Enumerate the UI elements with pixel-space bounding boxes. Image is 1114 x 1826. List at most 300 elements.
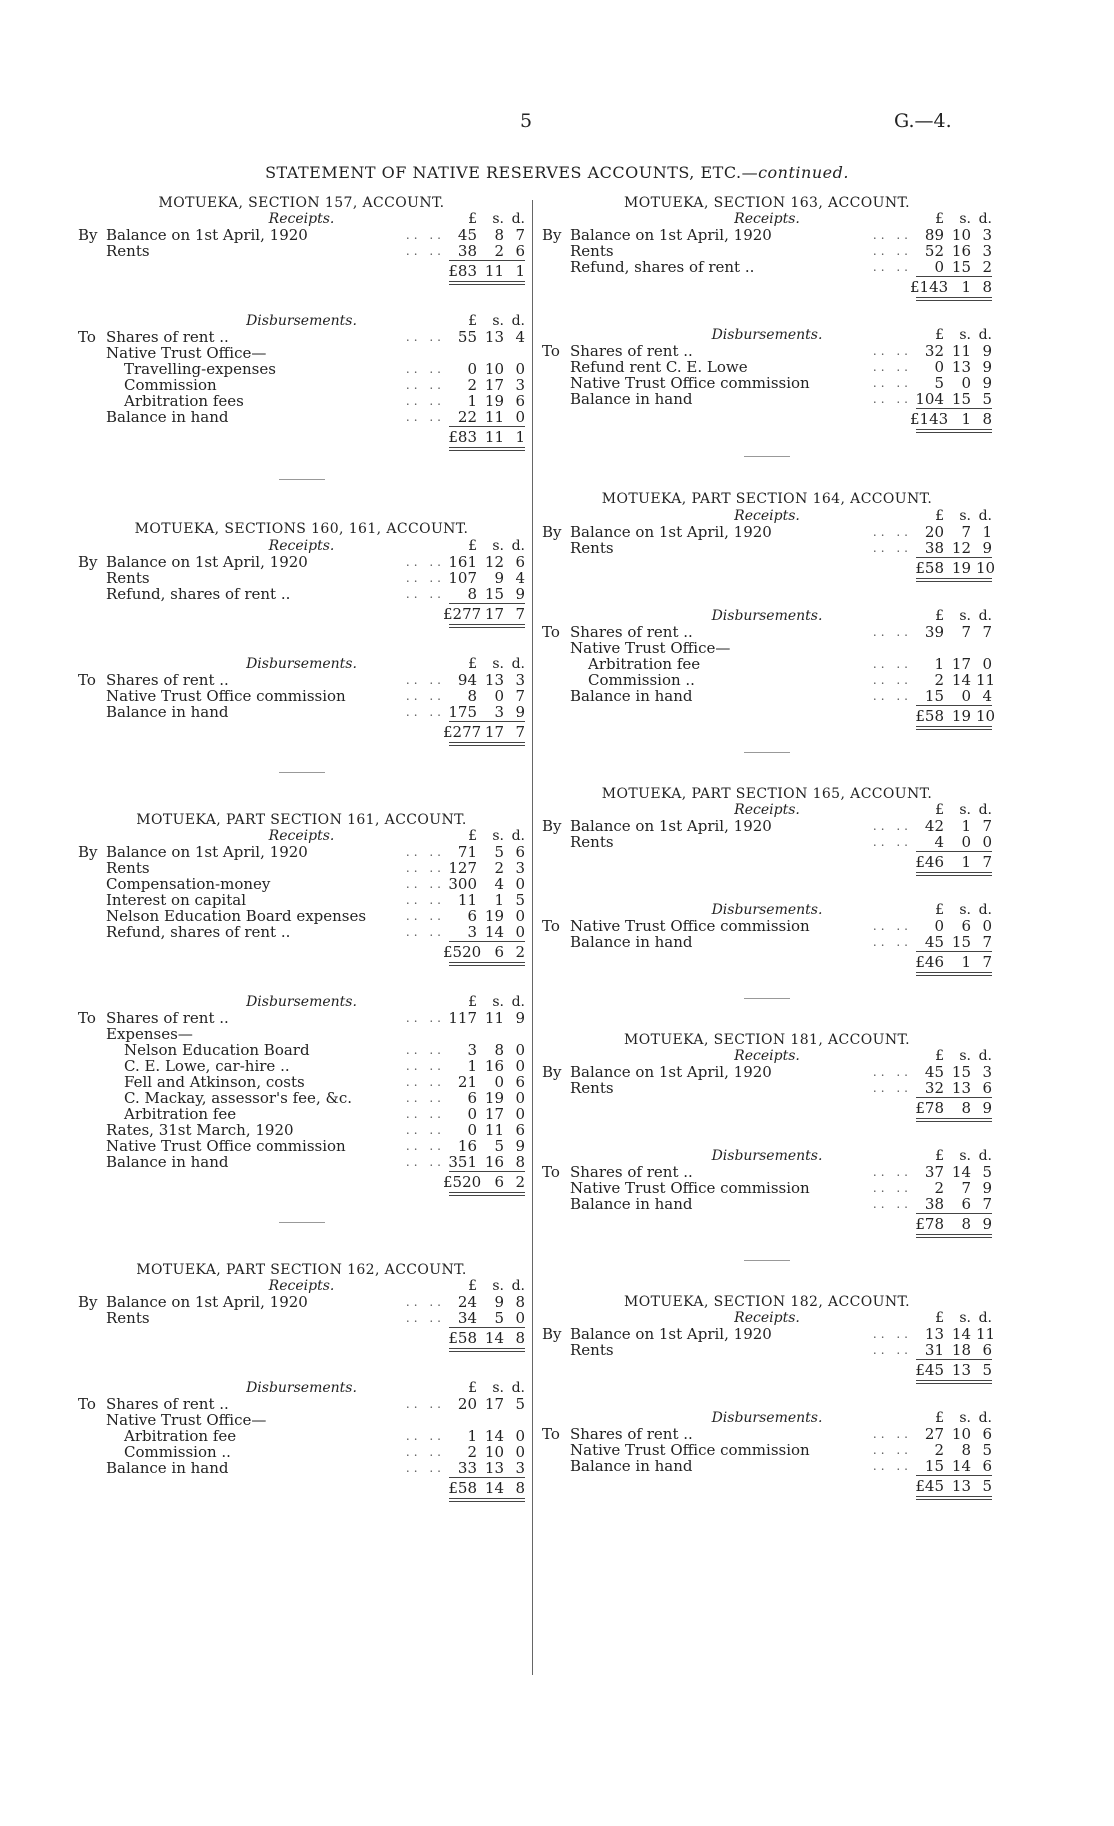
separator-line bbox=[744, 1260, 790, 1261]
line-amount-pounds: 2 bbox=[934, 1179, 944, 1198]
line-description: Balance in hand bbox=[570, 1195, 693, 1214]
line-description: Shares of rent .. bbox=[570, 1425, 693, 1444]
currency-header-pence: d. bbox=[978, 1410, 992, 1427]
page-number: 5 bbox=[520, 110, 533, 132]
total-amount-shillings: 13 bbox=[951, 1361, 971, 1380]
line-amount-pounds: 11 bbox=[457, 890, 477, 909]
line-amount-pounds: 107 bbox=[448, 568, 477, 587]
total-amount-pence: 8 bbox=[515, 1329, 525, 1348]
total-amount-shillings: 8 bbox=[961, 1215, 971, 1234]
currency-header-shillings: s. bbox=[492, 1278, 504, 1295]
currency-header-pounds: £ bbox=[935, 1048, 944, 1065]
account-line bbox=[542, 918, 992, 934]
currency-header-shillings: s. bbox=[492, 211, 504, 228]
double-rule bbox=[542, 1116, 992, 1122]
line-amount-shillings: 13 bbox=[951, 1079, 971, 1098]
total-amount-shillings: 1 bbox=[961, 952, 971, 971]
leader-dots: .. .. bbox=[405, 1074, 445, 1089]
currency-header-shillings: s. bbox=[959, 1148, 971, 1165]
currency-header-row bbox=[902, 608, 992, 624]
double-rule bbox=[78, 1346, 525, 1352]
account-line bbox=[542, 227, 992, 243]
line-amount-shillings: 15 bbox=[951, 390, 971, 409]
line-amount-shillings: 11 bbox=[484, 408, 504, 427]
line-description: Nelson Education Board expenses bbox=[106, 906, 367, 925]
double-rule bbox=[542, 576, 992, 582]
line-prefix: To bbox=[542, 622, 560, 641]
line-amount-pounds: 175 bbox=[448, 702, 477, 721]
line-prefix: By bbox=[542, 1325, 562, 1344]
line-amount-shillings: 12 bbox=[951, 538, 971, 557]
line-amount-pounds: 45 bbox=[457, 226, 477, 245]
line-amount-pounds: 1 bbox=[467, 1427, 477, 1446]
line-amount-pence: 6 bbox=[515, 392, 525, 411]
line-amount-pounds: 15 bbox=[924, 686, 944, 705]
total-amount-pounds: £58 bbox=[915, 706, 944, 725]
total-amount-pounds: £46 bbox=[915, 852, 944, 871]
leader-dots: .. .. bbox=[405, 1138, 445, 1153]
leader-dots: .. .. bbox=[872, 624, 912, 639]
spacer bbox=[542, 1384, 992, 1410]
line-prefix: By bbox=[78, 552, 98, 571]
page-title bbox=[0, 163, 1114, 182]
total-row bbox=[78, 944, 525, 960]
line-description: Travelling-expenses bbox=[124, 360, 276, 379]
total-amount-shillings: 17 bbox=[484, 722, 504, 741]
account-separator bbox=[542, 1238, 992, 1294]
line-amount-shillings: 11 bbox=[484, 1008, 504, 1027]
line-amount-pence: 0 bbox=[515, 1088, 525, 1107]
line-amount-pence: 3 bbox=[515, 670, 525, 689]
line-amount-pence: 6 bbox=[982, 1457, 992, 1476]
account-line bbox=[542, 540, 992, 556]
section-heading bbox=[542, 211, 992, 227]
currency-header-pence: d. bbox=[511, 211, 525, 228]
account-line bbox=[78, 409, 525, 425]
line-amount-pounds: 5 bbox=[934, 374, 944, 393]
line-amount-shillings: 17 bbox=[484, 1104, 504, 1123]
line-amount-pounds: 0 bbox=[934, 916, 944, 935]
leader-dots: .. .. bbox=[405, 1397, 445, 1412]
line-amount-pence: 9 bbox=[515, 584, 525, 603]
left-column bbox=[78, 195, 525, 1502]
section-heading bbox=[78, 313, 525, 329]
total-amount-pounds: £58 bbox=[448, 1479, 477, 1498]
line-description: Rents bbox=[570, 242, 614, 261]
currency-header-row bbox=[435, 211, 525, 227]
total-amount-pence: 1 bbox=[515, 428, 525, 447]
currency-header-shillings: s. bbox=[492, 313, 504, 330]
separator-line bbox=[744, 456, 790, 457]
currency-header-pounds: £ bbox=[935, 607, 944, 624]
total-amount-shillings: 1 bbox=[961, 852, 971, 871]
line-amount-pence: 9 bbox=[515, 1008, 525, 1027]
line-description: Balance in hand bbox=[106, 1152, 229, 1171]
currency-header-pence: d. bbox=[511, 1278, 525, 1295]
line-description: Rates, 31st March, 1920 bbox=[106, 1120, 294, 1139]
total-amount-pounds: £78 bbox=[915, 1099, 944, 1118]
total-amount-shillings: 6 bbox=[494, 942, 504, 961]
section-heading-label: Disbursements. bbox=[246, 993, 357, 1010]
line-description: C. Mackay, assessor's fee, &c. bbox=[124, 1088, 352, 1107]
leader-dots: .. .. bbox=[872, 1327, 912, 1342]
line-amount-pence: 9 bbox=[515, 1136, 525, 1155]
line-amount-shillings: 5 bbox=[494, 842, 504, 861]
right-column bbox=[542, 195, 996, 1500]
leader-dots: .. .. bbox=[872, 1065, 912, 1080]
account-line bbox=[78, 1444, 525, 1460]
line-amount-pence: 0 bbox=[982, 832, 992, 851]
account-line bbox=[542, 1442, 992, 1458]
account-title: MOTUEKA, PART SECTION 164, ACCOUNT. bbox=[601, 491, 933, 508]
line-amount-pounds: 117 bbox=[448, 1008, 477, 1027]
section-heading-label: Disbursements. bbox=[711, 901, 823, 918]
line-amount-shillings: 17 bbox=[951, 654, 971, 673]
total-row bbox=[78, 724, 525, 740]
spacer bbox=[542, 1122, 992, 1148]
line-amount-pence: 0 bbox=[515, 1040, 525, 1059]
section-heading bbox=[78, 994, 525, 1010]
line-amount-pounds: 1 bbox=[934, 654, 944, 673]
section-heading-label: Receipts. bbox=[734, 1310, 800, 1327]
account-line bbox=[542, 1164, 992, 1180]
line-prefix: To bbox=[78, 1008, 96, 1027]
total-amount-pence: 7 bbox=[982, 952, 992, 971]
line-amount-shillings: 14 bbox=[951, 1163, 971, 1182]
account-line bbox=[78, 1074, 525, 1090]
account-line bbox=[542, 391, 992, 407]
leader-dots: .. .. bbox=[872, 392, 912, 407]
leader-dots: .. .. bbox=[872, 934, 912, 949]
account-line bbox=[78, 243, 525, 259]
line-amount-pence: 0 bbox=[515, 360, 525, 379]
line-amount-shillings: 14 bbox=[484, 922, 504, 941]
total-amount-pence: 10 bbox=[976, 558, 996, 577]
account-line bbox=[78, 1026, 525, 1042]
line-amount-pounds: 3 bbox=[467, 922, 477, 941]
line-amount-pounds: 4 bbox=[934, 832, 944, 851]
line-description: Expenses— bbox=[106, 1024, 193, 1043]
line-amount-shillings: 7 bbox=[961, 522, 971, 541]
line-description: Native Trust Office— bbox=[106, 1411, 267, 1430]
line-amount-pounds: 6 bbox=[467, 1088, 477, 1107]
account-line bbox=[542, 670, 996, 689]
currency-header-shillings: s. bbox=[959, 1310, 971, 1327]
double-rule bbox=[78, 1496, 525, 1502]
page-title-main: STATEMENT OF NATIVE RESERVES ACCOUNTS, ETC.— bbox=[265, 163, 759, 182]
total-row bbox=[78, 1480, 525, 1496]
currency-header-pounds: £ bbox=[468, 1278, 477, 1295]
line-amount-shillings: 11 bbox=[951, 342, 971, 361]
account-block bbox=[78, 195, 525, 451]
currency-header-pence: d. bbox=[978, 607, 992, 624]
account-title: MOTUEKA, PART SECTION 161, ACCOUNT. bbox=[136, 811, 467, 828]
leader-dots: .. .. bbox=[872, 244, 912, 259]
leader-dots: .. .. bbox=[405, 1154, 445, 1169]
section-heading-label: Receipts. bbox=[734, 211, 800, 228]
line-amount-pounds: 38 bbox=[457, 242, 477, 261]
currency-header-shillings: s. bbox=[959, 211, 971, 228]
account-line bbox=[78, 844, 525, 860]
account-line bbox=[542, 1458, 992, 1474]
currency-header-row bbox=[435, 538, 525, 554]
line-amount-pounds: 2 bbox=[467, 376, 477, 395]
total-amount-pence: 5 bbox=[982, 1361, 992, 1380]
account-block bbox=[542, 1294, 996, 1500]
line-amount-pence: 9 bbox=[982, 342, 992, 361]
currency-header-pounds: £ bbox=[935, 901, 944, 918]
account-line bbox=[542, 688, 992, 704]
account-line bbox=[542, 1426, 992, 1442]
leader-dots: .. .. bbox=[405, 1122, 445, 1137]
total-amount-pence: 10 bbox=[976, 706, 996, 725]
line-description: Shares of rent .. bbox=[106, 1008, 229, 1027]
section-heading-label: Receipts. bbox=[268, 1278, 335, 1295]
line-amount-pounds: 0 bbox=[934, 258, 944, 277]
line-description: Balance on 1st April, 1920 bbox=[106, 552, 308, 571]
account-line bbox=[78, 1042, 525, 1058]
total-amount-pounds: £83 bbox=[448, 428, 477, 447]
line-description: Rents bbox=[570, 832, 614, 851]
total-amount-pence: 7 bbox=[515, 722, 525, 741]
leader-dots: .. .. bbox=[872, 228, 912, 243]
currency-header-row bbox=[902, 1410, 992, 1426]
total-amount-shillings: 11 bbox=[484, 428, 504, 447]
account-block bbox=[542, 195, 992, 433]
spacer bbox=[78, 285, 525, 313]
line-amount-shillings: 14 bbox=[951, 1457, 971, 1476]
line-amount-pence: 4 bbox=[982, 686, 992, 705]
total-row bbox=[542, 411, 992, 427]
currency-header-shillings: s. bbox=[959, 607, 971, 624]
spacer bbox=[542, 582, 992, 608]
leader-dots: .. .. bbox=[872, 540, 912, 555]
account-line bbox=[78, 924, 525, 940]
line-amount-pence: 3 bbox=[515, 858, 525, 877]
total-amount-pounds: £520 bbox=[443, 942, 482, 961]
total-amount-shillings: 1 bbox=[961, 410, 971, 429]
line-description: Commission .. bbox=[124, 1443, 231, 1462]
line-description: Native Trust Office commission bbox=[106, 1136, 346, 1155]
account-title: MOTUEKA, SECTION 182, ACCOUNT. bbox=[623, 1294, 911, 1311]
section-heading bbox=[78, 1278, 525, 1294]
section-heading-label: Disbursements. bbox=[246, 1380, 357, 1397]
leader-dots: .. .. bbox=[872, 1343, 912, 1358]
line-amount-pence: 6 bbox=[982, 1079, 992, 1098]
leader-dots: .. .. bbox=[872, 818, 912, 833]
leader-dots: .. .. bbox=[872, 1459, 912, 1474]
total-row bbox=[542, 279, 992, 295]
currency-header-shillings: s. bbox=[492, 993, 504, 1010]
leader-dots: .. .. bbox=[872, 260, 912, 275]
currency-header-row bbox=[435, 828, 525, 844]
account-line bbox=[78, 860, 525, 876]
line-amount-shillings: 15 bbox=[484, 584, 504, 603]
section-heading bbox=[78, 538, 525, 554]
currency-header-pounds: £ bbox=[935, 1310, 944, 1327]
line-description: Refund, shares of rent .. bbox=[106, 922, 291, 941]
line-amount-pounds: 8 bbox=[467, 584, 477, 603]
line-amount-pounds: 16 bbox=[457, 1136, 477, 1155]
section-heading bbox=[542, 902, 992, 918]
line-description: Interest on capital bbox=[106, 890, 247, 909]
section-heading-label: Disbursements. bbox=[246, 313, 357, 330]
currency-header-pounds: £ bbox=[468, 993, 477, 1010]
section-heading-label: Disbursements. bbox=[711, 1410, 823, 1427]
account-line bbox=[78, 345, 525, 361]
account-line bbox=[542, 640, 992, 656]
leader-dots: .. .. bbox=[405, 672, 445, 687]
account-line bbox=[542, 1196, 992, 1212]
line-prefix: By bbox=[78, 226, 98, 245]
line-amount-pence: 7 bbox=[982, 816, 992, 835]
line-prefix: To bbox=[78, 328, 96, 347]
line-amount-pence: 0 bbox=[515, 906, 525, 925]
leader-dots: .. .. bbox=[405, 1429, 445, 1444]
line-prefix: By bbox=[78, 842, 98, 861]
leader-dots: .. .. bbox=[872, 834, 912, 849]
total-row bbox=[542, 558, 996, 577]
currency-header-shillings: s. bbox=[959, 327, 971, 344]
line-amount-shillings: 10 bbox=[484, 360, 504, 379]
line-amount-shillings: 2 bbox=[494, 242, 504, 261]
currency-header-pence: d. bbox=[511, 313, 525, 330]
line-description: Balance on 1st April, 1920 bbox=[106, 226, 308, 245]
line-amount-pounds: 20 bbox=[924, 522, 944, 541]
line-description: Arbitration fee bbox=[588, 654, 701, 673]
line-description: Arbitration fees bbox=[124, 392, 244, 411]
line-amount-pounds: 104 bbox=[915, 390, 944, 409]
line-amount-pounds: 15 bbox=[924, 1457, 944, 1476]
currency-header-pence: d. bbox=[978, 1148, 992, 1165]
line-amount-pence: 5 bbox=[515, 1395, 525, 1414]
leader-dots: .. .. bbox=[405, 1295, 445, 1310]
line-amount-pounds: 31 bbox=[924, 1341, 944, 1360]
line-description: Native Trust Office commission bbox=[570, 916, 810, 935]
total-amount-shillings: 13 bbox=[951, 1477, 971, 1496]
account-line bbox=[542, 934, 992, 950]
line-amount-pounds: 38 bbox=[924, 1195, 944, 1214]
line-description: Rents bbox=[106, 1309, 150, 1328]
total-amount-pounds: £45 bbox=[915, 1477, 944, 1496]
leader-dots: .. .. bbox=[872, 1081, 912, 1096]
line-amount-pence: 0 bbox=[515, 1056, 525, 1075]
leader-dots: .. .. bbox=[405, 586, 445, 601]
spacer bbox=[542, 876, 992, 902]
currency-header-pounds: £ bbox=[468, 211, 477, 228]
account-line bbox=[542, 1180, 992, 1196]
line-amount-pounds: 127 bbox=[448, 858, 477, 877]
line-amount-pence: 0 bbox=[982, 654, 992, 673]
line-amount-shillings: 10 bbox=[484, 1443, 504, 1462]
double-rule bbox=[542, 870, 992, 876]
total-amount-pence: 2 bbox=[515, 942, 525, 961]
leader-dots: .. .. bbox=[405, 378, 445, 393]
currency-header-pence: d. bbox=[511, 993, 525, 1010]
currency-header-row bbox=[902, 802, 992, 818]
leader-dots: .. .. bbox=[405, 1445, 445, 1460]
total-amount-shillings: 6 bbox=[494, 1172, 504, 1191]
line-prefix: By bbox=[542, 522, 562, 541]
line-amount-pounds: 6 bbox=[467, 906, 477, 925]
leader-dots: .. .. bbox=[405, 1461, 445, 1476]
account-line bbox=[78, 1138, 525, 1154]
account-line bbox=[542, 1325, 996, 1344]
currency-header-row bbox=[902, 327, 992, 343]
currency-header-shillings: s. bbox=[959, 801, 971, 818]
leader-dots: .. .. bbox=[872, 1165, 912, 1180]
line-amount-shillings: 4 bbox=[494, 874, 504, 893]
line-amount-shillings: 15 bbox=[951, 932, 971, 951]
currency-header-pounds: £ bbox=[935, 801, 944, 818]
line-amount-pounds: 42 bbox=[924, 816, 944, 835]
line-amount-shillings: 15 bbox=[951, 1063, 971, 1082]
account-block bbox=[78, 812, 525, 1196]
line-amount-shillings: 0 bbox=[494, 1072, 504, 1091]
currency-header-shillings: s. bbox=[959, 507, 971, 524]
line-description: Balance in hand bbox=[570, 932, 693, 951]
line-amount-pounds: 38 bbox=[924, 538, 944, 557]
account-line bbox=[78, 570, 525, 586]
currency-header-pounds: £ bbox=[935, 327, 944, 344]
line-amount-pence: 6 bbox=[982, 1425, 992, 1444]
section-heading bbox=[542, 508, 992, 524]
line-description: Shares of rent .. bbox=[570, 622, 693, 641]
leader-dots: .. .. bbox=[405, 844, 445, 859]
total-amount-pounds: £46 bbox=[915, 952, 944, 971]
total-amount-shillings: 1 bbox=[961, 278, 971, 297]
currency-header-pounds: £ bbox=[935, 507, 944, 524]
currency-header-row bbox=[435, 313, 525, 329]
section-heading-label: Disbursements. bbox=[711, 607, 823, 624]
line-amount-pence: 9 bbox=[982, 358, 992, 377]
line-amount-shillings: 11 bbox=[484, 1120, 504, 1139]
line-amount-shillings: 19 bbox=[484, 1088, 504, 1107]
total-amount-pounds: £78 bbox=[915, 1215, 944, 1234]
line-amount-pounds: 39 bbox=[924, 622, 944, 641]
currency-header-row bbox=[902, 211, 992, 227]
line-amount-pence: 11 bbox=[976, 1325, 996, 1344]
total-row bbox=[542, 854, 992, 870]
line-description: Shares of rent .. bbox=[106, 670, 229, 689]
currency-header-pence: d. bbox=[978, 211, 992, 228]
currency-header-shillings: s. bbox=[492, 655, 504, 672]
line-amount-pounds: 0 bbox=[467, 1120, 477, 1139]
line-prefix: To bbox=[78, 670, 96, 689]
line-amount-shillings: 5 bbox=[494, 1136, 504, 1155]
section-heading bbox=[542, 1148, 992, 1164]
total-amount-pence: 7 bbox=[982, 852, 992, 871]
line-amount-pounds: 33 bbox=[457, 1459, 477, 1478]
currency-header-shillings: s. bbox=[959, 1410, 971, 1427]
separator-line bbox=[744, 998, 790, 999]
account-title: MOTUEKA, PART SECTION 162, ACCOUNT. bbox=[136, 1261, 467, 1278]
total-amount-pounds: £83 bbox=[448, 262, 477, 281]
double-rule bbox=[78, 960, 525, 966]
section-heading-label: Receipts. bbox=[734, 507, 800, 524]
line-amount-pence: 0 bbox=[515, 1104, 525, 1123]
total-row bbox=[542, 706, 996, 725]
total-amount-pence: 7 bbox=[515, 604, 525, 623]
currency-header-row bbox=[902, 508, 992, 524]
account-separator bbox=[78, 451, 525, 521]
separator-line bbox=[279, 772, 325, 773]
line-amount-shillings: 14 bbox=[951, 670, 971, 689]
leader-dots: .. .. bbox=[405, 228, 445, 243]
line-description: Rents bbox=[106, 242, 150, 261]
line-description: Rents bbox=[106, 568, 150, 587]
line-description: Balance in hand bbox=[570, 1457, 693, 1476]
